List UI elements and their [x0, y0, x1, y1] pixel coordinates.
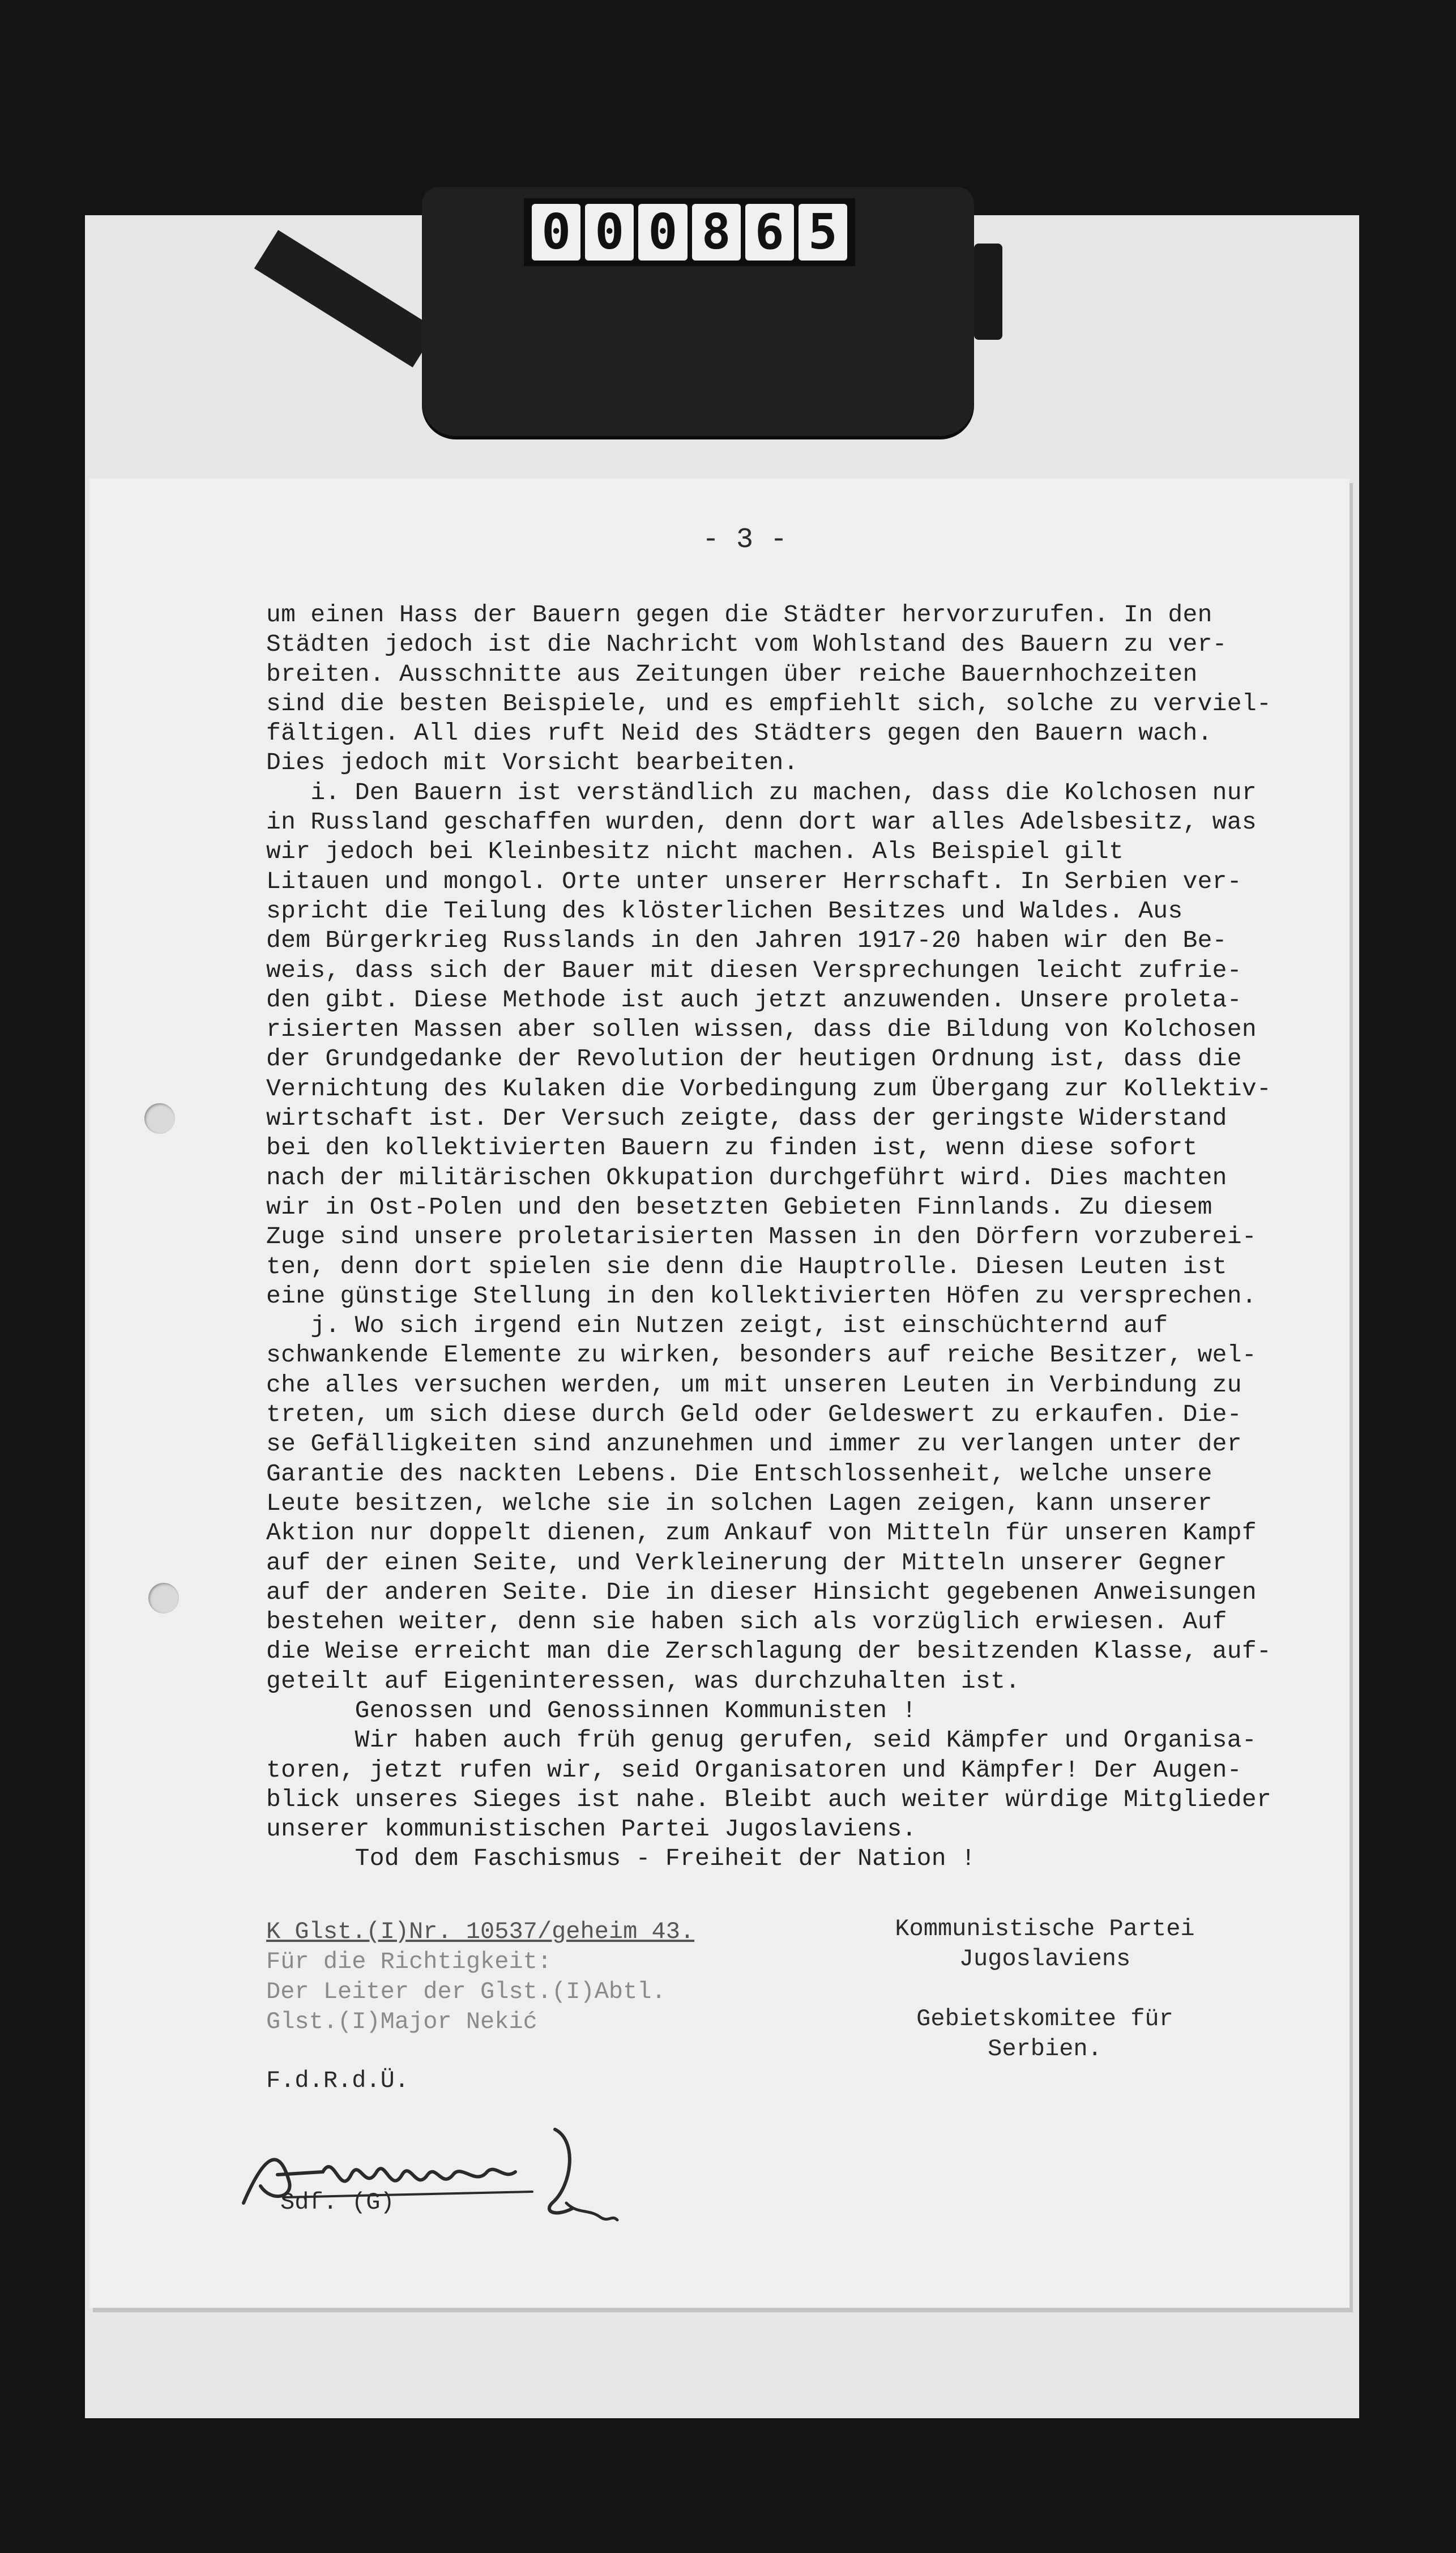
- body-line: Zuge sind unsere proletarisierten Massen in den Dörfern vorzuberei-: [266, 1223, 1257, 1251]
- body-line: toren, jetzt rufen wir, seid Organisatoren und Kämpfer! Der Augen-: [266, 1756, 1242, 1784]
- frame-counter: [524, 198, 855, 266]
- department-head-label: Der Leiter der Glst.(I)Abtl.: [266, 1978, 666, 2005]
- counter-digit: 8: [692, 204, 741, 261]
- body-line: ten, denn dort spielen sie denn die Hauptrolle. Diesen Leuten ist: [266, 1252, 1227, 1280]
- body-line: risierten Massen aber sollen wissen, dass die Bildung von Kolchosen: [266, 1015, 1257, 1044]
- body-line: Litauen und mongol. Orte unter unserer Herrschaft. In Serbien ver-: [266, 867, 1242, 895]
- counter-digit: 0: [532, 204, 580, 261]
- punch-hole: [144, 1103, 175, 1134]
- body-line: Vernichtung des Kulaken die Vorbedingung zum Übergang zur Kollektiv-: [266, 1074, 1272, 1103]
- body-line: treten, um sich diese durch Geld oder Geldeswert zu erkaufen. Die-: [266, 1401, 1242, 1429]
- body-line: Dies jedoch mit Vorsicht bearbeiten.: [266, 749, 799, 777]
- body-line: Tod dem Faschismus - Freiheit der Nation !: [266, 1845, 976, 1873]
- body-line: breiten. Ausschnitte aus Zeitungen über reiche Bauernhochzeiten: [266, 660, 1198, 688]
- major-name: Glst.(I)Major Nekić: [266, 2008, 537, 2035]
- body-line: den gibt. Diese Methode ist auch jetzt anzuwenden. Unsere proleta-: [266, 985, 1242, 1014]
- body-line: eine günstige Stellung in den kollektivierten Höfen zu versprechen.: [266, 1282, 1257, 1310]
- body-line: Garantie des nackten Lebens. Die Entschlossenheit, welche unsere: [266, 1459, 1212, 1488]
- body-line: wir jedoch bei Kleinbesitz nicht machen. Als Beispiel gilt: [266, 838, 1124, 866]
- body-line: Genossen und Genossinnen Kommunisten !: [266, 1696, 917, 1724]
- sender-party: Kommunistische Partei: [895, 1915, 1195, 1942]
- body-line: der Grundgedanke der Revolution der heutigen Ordnung ist, dass die: [266, 1045, 1242, 1073]
- body-line: j. Wo sich irgend ein Nutzen zeigt, ist einschüchternd auf: [266, 1312, 1168, 1340]
- sender-region: Serbien.: [988, 2035, 1102, 2063]
- certification-label: Für die Richtigkeit:: [266, 1948, 552, 1975]
- body-line: bestehen weiter, denn sie haben sich als vorzüglich erwiesen. Auf: [266, 1608, 1227, 1636]
- punch-hole: [148, 1583, 179, 1613]
- page-number: - 3 -: [702, 524, 788, 556]
- body-line: spricht die Teilung des klösterlichen Besitzes und Waldes. Aus: [266, 896, 1183, 925]
- body-line: wirtschaft ist. Der Versuch zeigte, dass der geringste Widerstand: [266, 1104, 1227, 1133]
- body-line: auf der einen Seite, und Verkleinerung der Mitteln unserer Gegner: [266, 1548, 1227, 1577]
- reference-block: [266, 1917, 694, 2037]
- body-line: um einen Hass der Bauern gegen die Städter hervorzurufen. In den: [266, 601, 1212, 629]
- body-line: nach der militärischen Okkupation durchgeführt wird. Dies machten: [266, 1163, 1227, 1192]
- body-line: Leute besitzen, welche sie in solchen Lagen zeigen, kann unserer: [266, 1489, 1212, 1517]
- letter-body: [266, 600, 1331, 1874]
- body-line: auf der anderen Seite. Die in dieser Hinsicht gegebenen Anweisungen: [266, 1578, 1257, 1606]
- counter-knob: [974, 244, 1002, 340]
- sender-committee: Gebietskomitee für: [916, 2005, 1173, 2033]
- counter-digit: 0: [585, 204, 634, 261]
- sender-block: [869, 1914, 1220, 2064]
- body-line: wir in Ost-Polen und den besetzten Gebieten Finnlands. Zu diesem: [266, 1193, 1212, 1221]
- counter-digit: 6: [745, 204, 794, 261]
- body-line: i. Den Bauern ist verständlich zu machen, dass die Kolchosen nur: [266, 778, 1257, 806]
- body-line: fältigen. All dies ruft Neid des Städters gegen den Bauern wach.: [266, 719, 1212, 748]
- body-line: schwankende Elemente zu wirken, besonders auf reiche Besitzer, wel-: [266, 1341, 1257, 1369]
- body-line: sind die besten Beispiele, und es empfiehlt sich, solche zu verviel-: [266, 689, 1272, 718]
- body-line: geteilt auf Eigeninteressen, was durchzuhalten ist.: [266, 1667, 1021, 1695]
- body-line: unserer kommunistischen Partei Jugoslaviens.: [266, 1815, 917, 1843]
- body-line: dem Bürgerkrieg Russlands in den Jahren 1917-20 haben wir den Be-: [266, 927, 1227, 955]
- body-line: se Gefälligkeiten sind anzunehmen und immer zu verlangen unter der: [266, 1430, 1242, 1458]
- body-line: blick unseres Sieges ist nahe. Bleibt auch weiter würdige Mitglieder: [266, 1785, 1272, 1813]
- sdf-label: Sdf. (G): [280, 2189, 395, 2216]
- counter-digit: 5: [799, 204, 847, 261]
- body-line: Aktion nur doppelt dienen, zum Ankauf von Mitteln für unseren Kampf: [266, 1519, 1257, 1547]
- sender-country: Jugoslaviens: [959, 1945, 1131, 1973]
- body-line: bei den kollektivierten Bauern zu finden ist, wenn diese sofort: [266, 1134, 1198, 1162]
- reference-number: K Glst.(I)Nr. 10537/geheim 43.: [266, 1918, 695, 1945]
- counter-digit: 0: [638, 204, 687, 261]
- body-line: weis, dass sich der Bauer mit diesen Versprechungen leicht zufrie-: [266, 956, 1242, 984]
- body-line: che alles versuchen werden, um mit unseren Leuten in Verbindung zu: [266, 1371, 1242, 1399]
- translation-certification: F.d.R.d.Ü.: [266, 2067, 409, 2094]
- body-line: Wir haben auch früh genug gerufen, seid Kämpfer und Organisa-: [266, 1726, 1257, 1754]
- body-line: in Russland geschaffen wurden, denn dort war alles Adelsbesitz, was: [266, 808, 1257, 836]
- body-line: die Weise erreicht man die Zerschlagung der besitzenden Klasse, auf-: [266, 1637, 1272, 1666]
- body-line: Städten jedoch ist die Nachricht vom Wohlstand des Bauern zu ver-: [266, 630, 1227, 659]
